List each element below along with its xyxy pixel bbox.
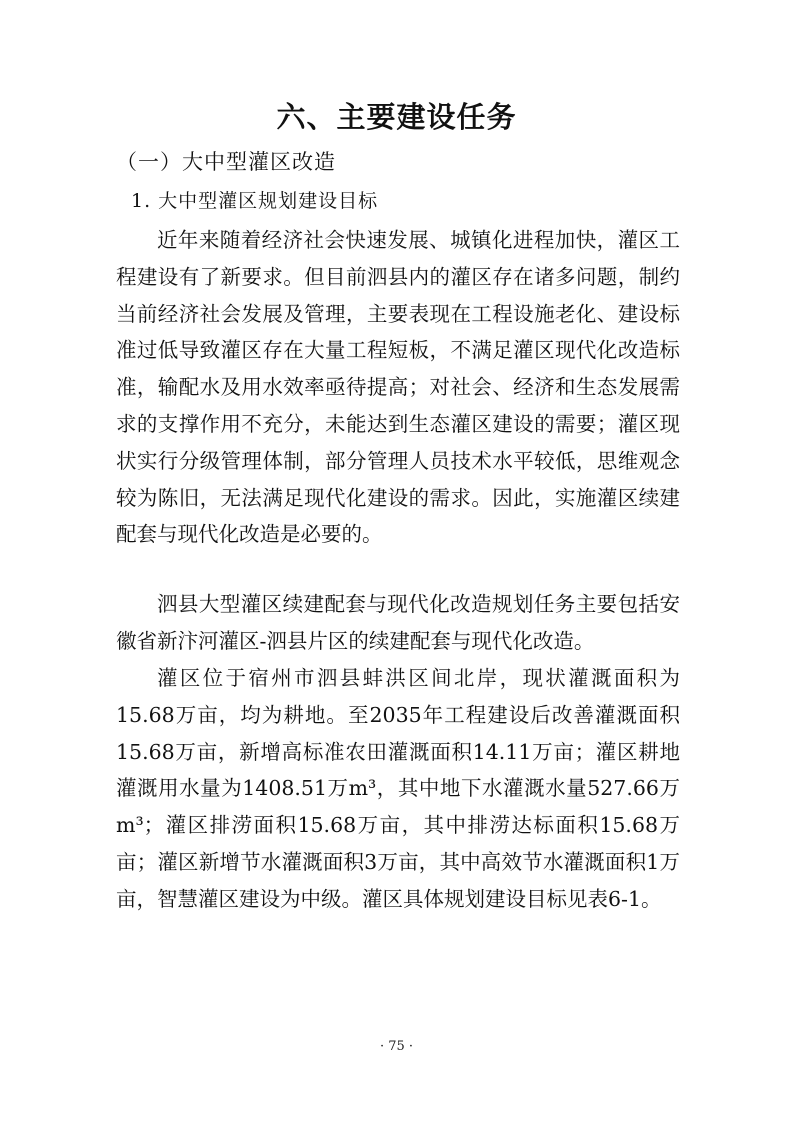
section-title: （一）大中型灌区改造: [116, 150, 336, 174]
subsection-title: 1. 大中型灌区规划建设目标: [131, 190, 379, 212]
paragraph-text: 灌区位于宿州市泗县蚌洪区间北岸，现状灌溉面积为15.68万亩，均为耕地。至2035年工程建设后改善灌溉面积15.68万亩，新增高标准农田灌溉面积14.11万亩；灌区耕地灌溉用水量为1408.51万m³，其中地下水灌溉水量527.66万m³；灌区排涝面积15.68万亩，其中排涝达标面积15.68万亩；灌区新增节水灌溉面积3万亩，其中高效节水灌溉面积1万亩，智慧灌区建设为中级。灌区具体规划建设目标见表6-1。: [116, 666, 680, 911]
body-paragraph-3: [116, 660, 680, 918]
paragraph-text: 泗县大型灌区续建配套与现代化改造规划任务主要包括安徽省新汴河灌区-泗县片区的续建配套与现代化改造。: [116, 592, 680, 653]
chapter-title: 六、主要建设任务: [276, 100, 517, 134]
paragraph-text: 近年来随着经济社会快速发展、城镇化进程加快，灌区工程建设有了新要求。但目前泗县内的灌区存在诸多问题，制约当前经济社会发展及管理，主要表现在工程设施老化、建设标准过低导致灌区存在大量工程短板，不满足灌区现代化改造标准，输配水及用水效率亟待提高；对社会、经济和生态发展需求的支撑作用不充分，未能达到生态灌区建设的需要；灌区现状实行分级管理体制，部分管理人员技术水平较低，思维观念较为陈旧，无法满足现代化建设的需求。因此，实施灌区续建配套与现代化改造是必要的。: [116, 228, 680, 547]
page-number: · 75 ·: [379, 1039, 414, 1054]
body-paragraph-2: [116, 586, 680, 660]
body-paragraph-1: [116, 222, 680, 553]
